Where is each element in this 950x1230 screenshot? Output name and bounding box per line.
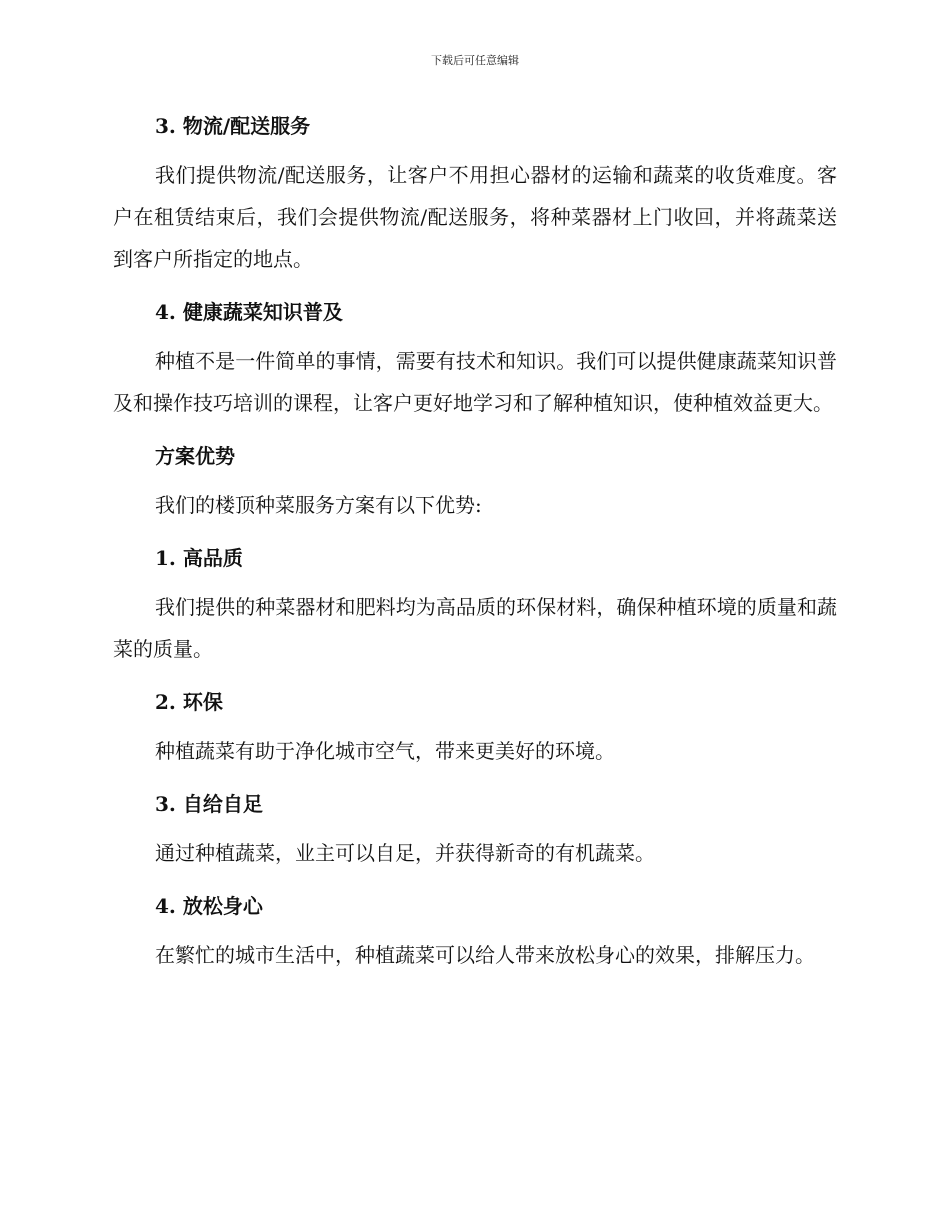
section-paragraph: 我们的楼顶种菜服务方案有以下优势: — [155, 493, 482, 517]
section-paragraph: 我们提供的种菜器材和肥料均为高品质的环保材料，确保种植环境的质量和蔬菜的质量。 — [113, 595, 837, 661]
section-paragraph: 种植不是一件简单的事情，需要有技术和知识。我们可以提供健康蔬菜知识普及和操作技巧培训的课程，让客户更好地学习和了解种植知识，使种植效益更大。 — [113, 349, 837, 415]
section-knowledge — [113, 296, 837, 424]
section-advantages — [113, 440, 837, 526]
section-paragraph: 种植蔬菜有助于净化城市空气，带来更美好的环境。 — [155, 739, 615, 763]
section-heading: 3. 物流/配送服务 — [155, 114, 311, 138]
section-paragraph: 在繁忙的城市生活中，种植蔬菜可以给人带来放松身心的效果，排解压力。 — [155, 943, 815, 967]
page-header: 下载后可任意编辑 — [431, 54, 519, 67]
section-heading: 4. 放松身心 — [155, 894, 263, 918]
section-heading: 方案优势 — [155, 444, 235, 468]
section-paragraph: 我们提供物流/配送服务，让客户不用担心器材的运输和蔬菜的收货难度。客户在租赁结束后，我们会提供物流/配送服务，将种菜器材上门收回，并将蔬菜送到客户所指定的地点。 — [113, 163, 837, 271]
section-eco — [113, 686, 837, 772]
section-heading: 3. 自给自足 — [155, 792, 263, 816]
section-relax — [113, 890, 837, 976]
document-body — [113, 110, 837, 976]
section-heading: 4. 健康蔬菜知识普及 — [155, 300, 343, 324]
section-heading: 1. 高品质 — [155, 546, 243, 570]
section-logistics — [113, 110, 837, 280]
section-heading: 2. 环保 — [155, 690, 223, 714]
section-self-sufficient — [113, 788, 837, 874]
section-paragraph: 通过种植蔬菜，业主可以自足，并获得新奇的有机蔬菜。 — [155, 841, 655, 865]
section-quality — [113, 542, 837, 670]
